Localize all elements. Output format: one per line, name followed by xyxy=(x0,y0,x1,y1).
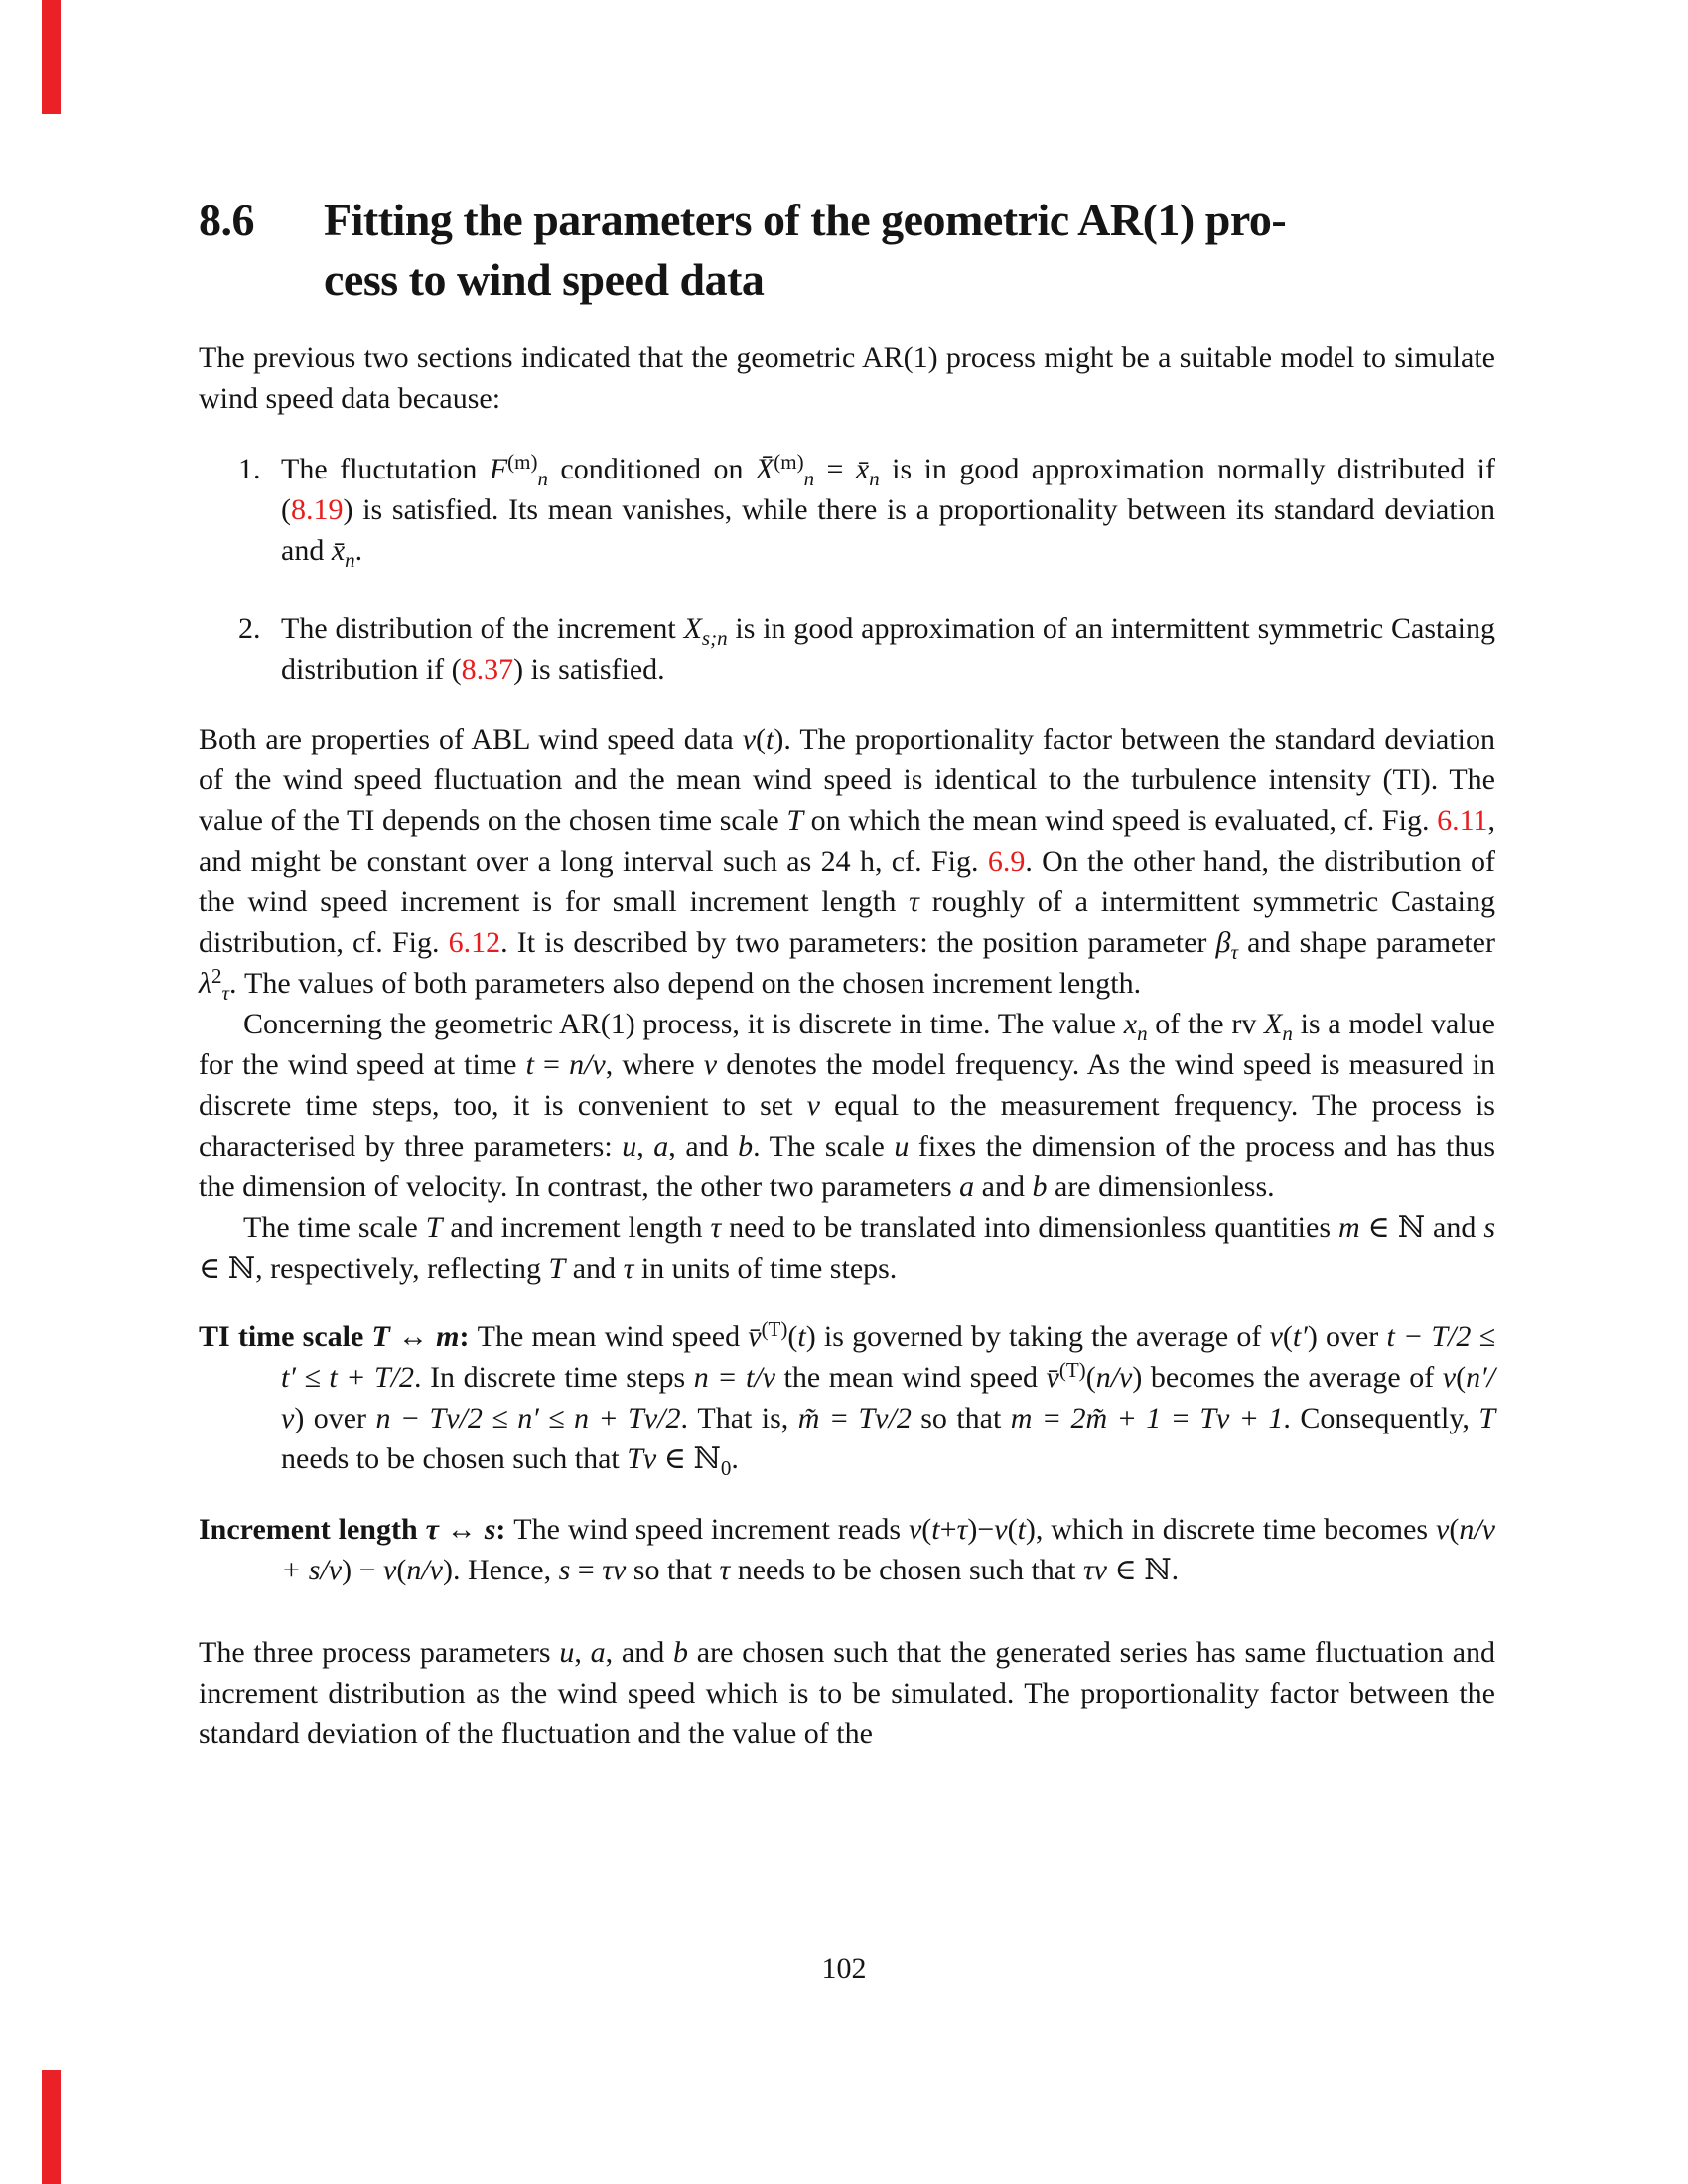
reference-link[interactable]: 6.9 xyxy=(987,845,1026,878)
text-segment: a xyxy=(959,1170,975,1203)
text-segment: ν xyxy=(806,1089,820,1122)
section-title-line1: Fitting the parameters of the geometric AR(1) pro- xyxy=(324,195,1287,245)
text-segment: so that xyxy=(626,1554,720,1586)
text-segment: ) − xyxy=(342,1554,383,1586)
text-segment: t xyxy=(1017,1513,1026,1546)
text-segment: + xyxy=(939,1513,957,1546)
text-segment: ∈ ℕ xyxy=(656,1442,721,1475)
text-segment: conditioned on xyxy=(547,453,756,485)
text-segment: and increment length xyxy=(442,1211,711,1244)
text-segment: t xyxy=(931,1513,940,1546)
text-segment: ). The proportionality factor between the standard deviation of the wind speed fluctuation and the mean wind speed is identical to the turbulence intensity (TI). The value of the TI depends on the chosen time scale xyxy=(199,723,1495,837)
text-segment: . xyxy=(354,534,363,567)
text-segment: v xyxy=(383,1554,397,1586)
text-segment: the mean wind speed xyxy=(775,1361,1047,1394)
text-segment: x̄ xyxy=(331,534,346,567)
list-item-2-text xyxy=(281,609,1495,690)
text-segment: ) over xyxy=(294,1402,376,1434)
red-crop-mark-bottom-left xyxy=(42,2070,61,2184)
text-segment: a xyxy=(653,1130,669,1162)
text-segment: a xyxy=(590,1636,606,1669)
text-segment: t xyxy=(525,1048,534,1081)
list-item-1-number: 1. xyxy=(238,453,261,485)
text-segment: u xyxy=(894,1130,910,1162)
text-segment: The previous two sections indicated that the geometric AR(1) process might be a suitable model to simulate wind speed data because: xyxy=(199,341,1495,415)
text-segment: is in good approximation of an intermittent symmetric Castaing distribution if ( xyxy=(281,613,1495,686)
text-segment: ) is satisfied. Its mean vanishes, while there is a proportionality between its standard deviation and xyxy=(281,493,1495,567)
text-segment: n = t/ν xyxy=(693,1361,776,1394)
text-segment: needs to be chosen such that xyxy=(281,1442,628,1475)
text-segment: τν xyxy=(602,1554,627,1586)
text-segment: n′/ν xyxy=(281,1361,1496,1434)
text-segment: n/ν + s/ν xyxy=(281,1513,1495,1586)
text-segment: v xyxy=(1269,1320,1283,1353)
text-segment: ). Hence, xyxy=(442,1554,559,1586)
text-segment: m xyxy=(436,1320,460,1353)
reference-link[interactable]: 6.11 xyxy=(1437,804,1488,837)
text-segment: ( xyxy=(1007,1513,1018,1546)
text-segment: v xyxy=(908,1513,922,1546)
text-segment: . That is, xyxy=(680,1402,798,1434)
text-segment: (T) xyxy=(1058,1358,1086,1382)
text-segment: The time scale xyxy=(243,1211,426,1244)
text-segment: s xyxy=(558,1554,571,1586)
reference-link[interactable]: 8.19 xyxy=(291,493,344,526)
list-item-2 xyxy=(199,609,1495,690)
text-segment: b xyxy=(738,1130,754,1162)
text-segment: t xyxy=(766,723,774,755)
text-segment: ↔ xyxy=(438,1513,485,1546)
text-segment: F xyxy=(489,453,508,485)
text-segment: s xyxy=(484,1513,496,1546)
text-segment: T xyxy=(548,1252,566,1285)
text-segment: X̄ xyxy=(755,453,774,485)
text-segment: n xyxy=(803,467,815,490)
text-segment: ( xyxy=(756,723,767,755)
paragraph-closing xyxy=(199,1632,1495,1754)
text-segment: x̄ xyxy=(855,453,870,485)
text-segment: = xyxy=(814,453,856,485)
text-segment: ), which in discrete time becomes xyxy=(1025,1513,1437,1546)
text-segment: T xyxy=(371,1320,390,1353)
text-segment: ( xyxy=(1449,1513,1460,1546)
list-item-2-number: 2. xyxy=(238,613,261,645)
text-segment: of the rv xyxy=(1147,1008,1265,1040)
text-segment: . xyxy=(731,1442,739,1475)
text-segment: v xyxy=(742,723,757,755)
text-segment: ( xyxy=(921,1513,932,1546)
text-segment: τ xyxy=(956,1513,968,1546)
section-heading xyxy=(199,191,1495,310)
text-segment: roughly of a intermittent symmetric Castaing distribution, cf. Fig. xyxy=(199,886,1496,959)
text-segment: t′ xyxy=(1292,1320,1308,1353)
text-segment: denotes the model frequency. As the wind speed is measured in discrete time steps, too, it is convenient to set xyxy=(199,1048,1495,1122)
text-segment: are chosen such that the generated series has same fluctuation and increment distribution as the wind speed which is to be simulated. The proportionality factor between the standard deviation of the fluctuation and the value of the xyxy=(199,1636,1496,1750)
text-segment: n xyxy=(869,467,880,490)
text-segment: ) is satisfied. xyxy=(513,653,665,686)
text-segment: m = 2m̃ + 1 = Tν + 1 xyxy=(1010,1402,1284,1434)
text-segment: The three process parameters xyxy=(199,1636,560,1669)
text-segment: , where xyxy=(605,1048,704,1081)
text-segment: X xyxy=(683,613,702,645)
text-segment: τν xyxy=(1082,1554,1107,1586)
text-segment: . Consequently, xyxy=(1283,1402,1479,1434)
paragraph-concerning xyxy=(199,1004,1495,1207)
text-segment: v xyxy=(1442,1361,1457,1394)
text-segment: ν xyxy=(703,1048,718,1081)
text-segment: , and xyxy=(605,1636,673,1669)
text-segment: T xyxy=(1478,1402,1495,1434)
text-segment: are dimensionless. xyxy=(1047,1170,1275,1203)
section-title xyxy=(324,191,1495,310)
text-segment: is a model value for the wind speed at time xyxy=(199,1008,1495,1081)
text-segment: , and xyxy=(668,1130,739,1162)
page-number: 102 xyxy=(821,1952,867,1984)
text-segment: is in good approximation normally distributed if ( xyxy=(281,453,1496,526)
text-segment: . On the other hand, the distribution of the wind speed increment is for small increment length xyxy=(199,845,1495,918)
text-segment: ) over xyxy=(1307,1320,1387,1353)
text-segment: (T) xyxy=(761,1317,788,1341)
text-segment: b xyxy=(1032,1170,1048,1203)
text-segment: n/ν xyxy=(569,1048,606,1081)
text-segment: ( xyxy=(1456,1361,1467,1394)
reference-link[interactable]: 8.37 xyxy=(461,653,514,686)
text-segment: = xyxy=(533,1048,570,1081)
text-segment: Concerning the geometric AR(1) process, it is discrete in time. The value xyxy=(243,1008,1124,1040)
text-segment: u xyxy=(559,1636,575,1669)
text-segment: β xyxy=(1215,926,1231,959)
text-segment: equal to the measurement frequency. The process is characterised by three parameters: xyxy=(199,1089,1495,1162)
text-segment: n xyxy=(537,467,548,490)
text-segment: , xyxy=(574,1636,591,1669)
text-segment: )− xyxy=(967,1513,995,1546)
text-segment: 0 xyxy=(720,1456,732,1480)
text-segment: m xyxy=(1337,1211,1360,1244)
text-segment: τ xyxy=(1230,940,1239,964)
list-item-1-text xyxy=(281,449,1495,571)
text-segment: . It is described by two parameters: the position parameter xyxy=(500,926,1216,959)
section-title-line2: cess to wind speed data xyxy=(324,254,765,305)
text-segment: Tν xyxy=(627,1442,657,1475)
text-segment: TI time scale xyxy=(199,1320,372,1353)
paragraph-intro xyxy=(199,338,1495,419)
text-segment: n xyxy=(345,548,355,572)
text-segment: and xyxy=(974,1170,1033,1203)
text-segment: in units of time steps. xyxy=(633,1252,898,1285)
text-segment: T xyxy=(425,1211,443,1244)
text-segment: b xyxy=(673,1636,688,1669)
text-segment: τ xyxy=(719,1554,731,1586)
paragraph-time-scale xyxy=(199,1207,1495,1289)
page-content xyxy=(199,191,1495,1754)
text-segment: ) is governed by taking the average of xyxy=(805,1320,1270,1353)
text-segment: ( xyxy=(1085,1361,1096,1394)
text-segment: t xyxy=(797,1320,806,1353)
text-segment: ( xyxy=(787,1320,798,1353)
text-segment: s xyxy=(1483,1211,1496,1244)
definition-increment-length xyxy=(199,1509,1495,1590)
red-crop-mark-top-left xyxy=(42,0,61,114)
section-number: 8.6 xyxy=(199,195,254,245)
text-segment: Both are properties of ABL wind speed data xyxy=(199,723,743,755)
text-segment: v̄ xyxy=(748,1320,762,1353)
text-segment: and xyxy=(565,1252,624,1285)
text-segment: The fluctutation xyxy=(281,453,490,485)
text-segment: t − T/2 ≤ t′ ≤ t + T/2 xyxy=(281,1320,1496,1394)
paragraph-both-properties xyxy=(199,719,1495,1004)
text-segment: n/ν xyxy=(1095,1361,1133,1394)
text-segment: τ xyxy=(623,1252,634,1285)
text-segment: λ xyxy=(199,967,211,1000)
text-segment: , and might be constant over a long interval such as 24 h, cf. Fig. xyxy=(199,804,1495,878)
text-segment: needs to be chosen such that xyxy=(730,1554,1083,1586)
text-segment: τ xyxy=(425,1513,439,1546)
text-segment: , xyxy=(636,1130,654,1162)
text-segment: ∈ ℕ, respectively, reflecting xyxy=(199,1252,549,1285)
text-segment: m̃ = Tν/2 xyxy=(797,1402,912,1434)
text-segment: n xyxy=(1137,1022,1148,1045)
text-segment: and shape parameter xyxy=(1238,926,1495,959)
text-segment: : xyxy=(495,1513,514,1546)
text-segment: Increment length xyxy=(199,1513,426,1546)
text-segment: . The values of both parameters also depend on the chosen increment length. xyxy=(229,967,1142,1000)
text-segment: τ xyxy=(710,1211,722,1244)
text-segment: : xyxy=(459,1320,478,1353)
text-segment: so that xyxy=(911,1402,1011,1434)
text-segment: τ xyxy=(909,886,919,918)
text-segment: v xyxy=(994,1513,1008,1546)
text-segment: T xyxy=(786,804,804,837)
text-segment: ∈ ℕ and xyxy=(1359,1211,1484,1244)
text-segment: ) becomes the average of xyxy=(1132,1361,1443,1394)
text-segment: ∈ ℕ. xyxy=(1107,1554,1180,1586)
text-segment: (m) xyxy=(774,450,804,474)
text-segment: The mean wind speed xyxy=(477,1320,749,1353)
text-segment: (m) xyxy=(507,450,538,474)
text-segment: . In discrete time steps xyxy=(414,1361,694,1394)
text-segment: ↔ xyxy=(389,1320,437,1353)
text-segment: = xyxy=(570,1554,603,1586)
text-segment: s;n xyxy=(701,626,728,650)
text-segment: v xyxy=(1436,1513,1450,1546)
text-segment: . The scale xyxy=(753,1130,895,1162)
text-segment: The distribution of the increment xyxy=(281,613,684,645)
text-segment: on which the mean wind speed is evaluated, cf. Fig. xyxy=(803,804,1438,837)
reference-link[interactable]: 6.12 xyxy=(448,926,501,959)
text-segment: v̄ xyxy=(1046,1361,1059,1394)
text-segment: n/ν xyxy=(406,1554,443,1586)
definition-ti-time-scale xyxy=(199,1316,1495,1479)
text-segment: τ xyxy=(221,981,230,1005)
text-segment: 2 xyxy=(211,964,222,988)
list-item-1 xyxy=(199,449,1495,571)
text-segment: n xyxy=(1282,1022,1293,1045)
text-segment: fixes the dimension of the process and has thus the dimension of velocity. In contrast, the other two parameters xyxy=(199,1130,1496,1203)
text-segment: X xyxy=(1264,1008,1283,1040)
text-segment: ( xyxy=(1282,1320,1293,1353)
text-segment: u xyxy=(622,1130,637,1162)
text-segment: x xyxy=(1123,1008,1138,1040)
text-segment: n − Tν/2 ≤ n′ ≤ n + Tν/2 xyxy=(375,1402,681,1434)
text-segment: The wind speed increment reads xyxy=(513,1513,909,1546)
text-segment: ( xyxy=(396,1554,407,1586)
text-segment: need to be translated into dimensionless quantities xyxy=(721,1211,1338,1244)
